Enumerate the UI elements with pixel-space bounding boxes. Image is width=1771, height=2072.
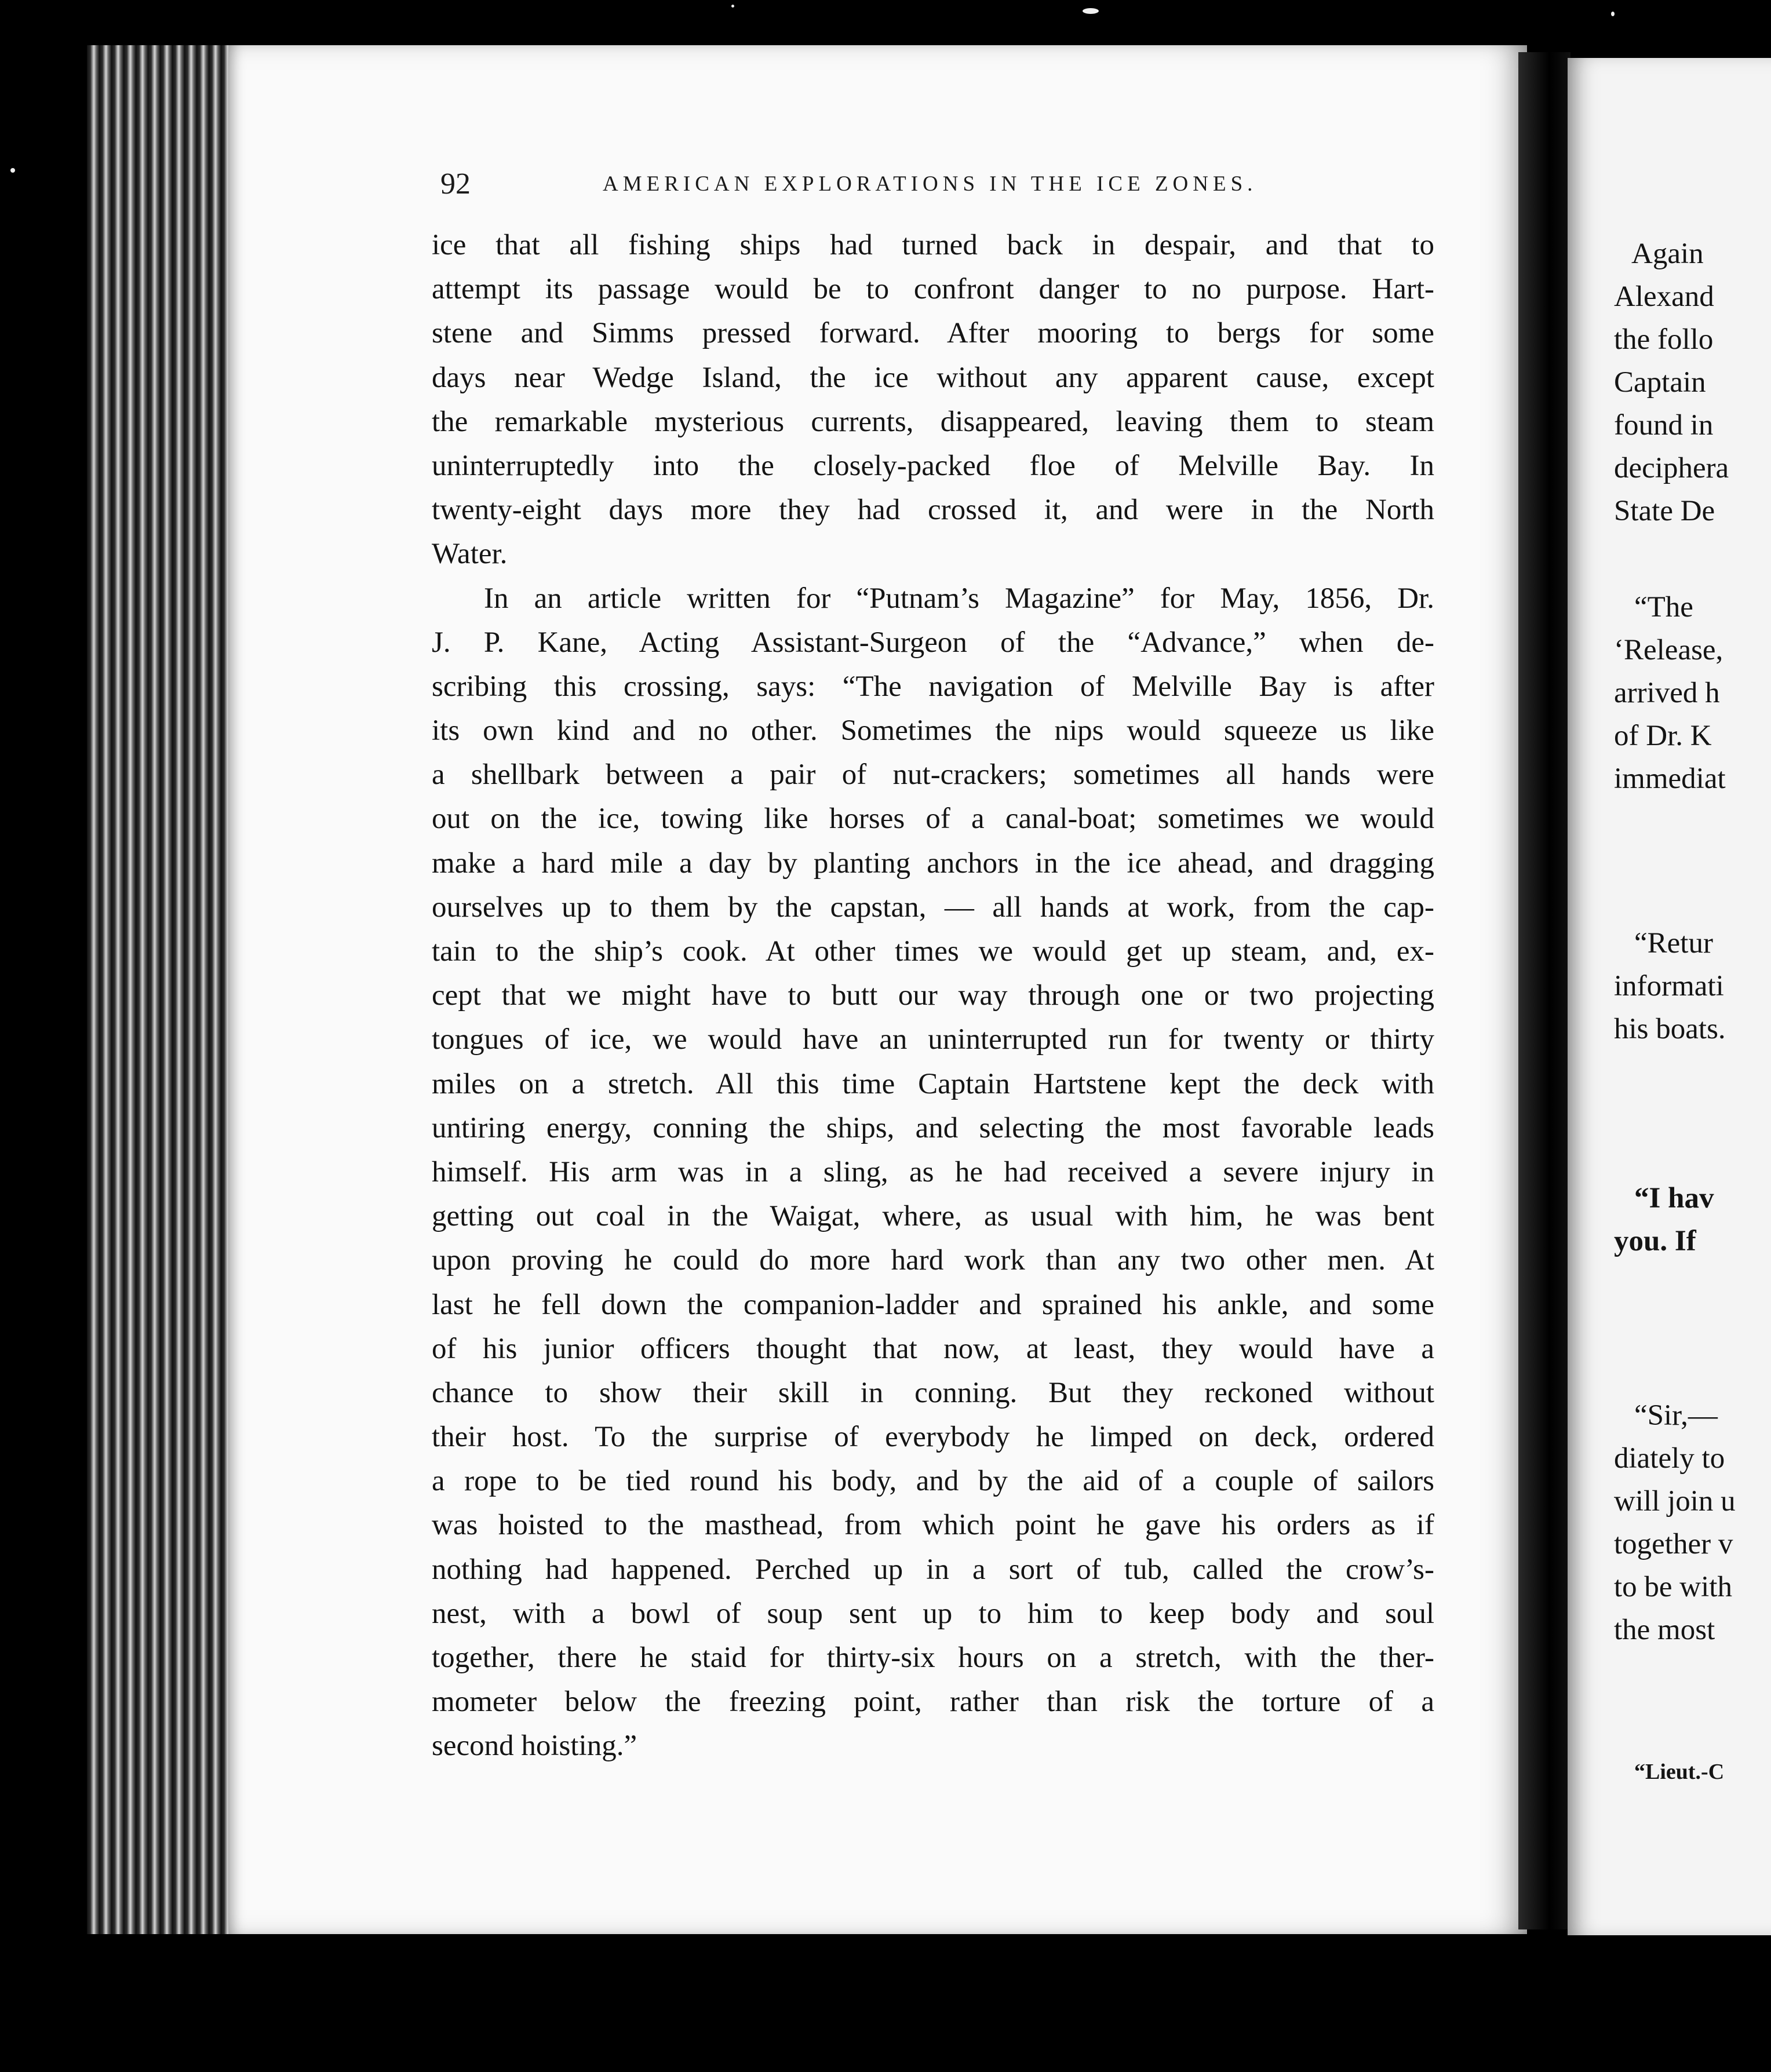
text-line: twenty-eight days more they had crossed it, and were in the North — [432, 494, 1434, 527]
text-line: was hoisted to the masthead, from which point he gave his orders as if — [432, 1509, 1434, 1542]
text-line: miles on a stretch. All this time Captain Hartstene kept the deck with — [432, 1067, 1434, 1100]
running-header — [440, 167, 1275, 207]
body-text — [432, 223, 1434, 1768]
right-page-fragment: to be with — [1614, 1571, 1732, 1603]
running-title: AMERICAN EXPLORATIONS IN THE ICE ZONES. — [603, 172, 1258, 196]
text-line: cept that we might have to butt our way through one or two projecting — [432, 979, 1434, 1012]
text-line: make a hard mile a day by planting anchors in the ice ahead, and dragging — [432, 847, 1434, 880]
book-gutter — [1518, 52, 1570, 1929]
text-line: its own kind and no other. Sometimes the nips would squeeze us like — [432, 714, 1434, 747]
right-page-fragment: found in — [1614, 409, 1714, 442]
right-page-fragment: of Dr. K — [1614, 720, 1712, 752]
text-line: out on the ice, towing like horses of a canal-boat; sometimes we would — [432, 802, 1434, 836]
text-line: mometer below the freezing point, rather than risk the torture of a — [432, 1686, 1434, 1719]
text-line: last he fell down the companion-ladder and sprained his ankle, and some — [432, 1288, 1434, 1321]
text-line: the remarkable mysterious currents, disappeared, leaving them to steam — [432, 405, 1434, 438]
text-line: J. P. Kane, Acting Assistant-Surgeon of the “Advance,” when de- — [432, 626, 1434, 659]
text-line: untiring energy, conning the ships, and selecting the most favorable leads — [432, 1111, 1434, 1144]
right-page-fragment: ‘Release, — [1614, 634, 1723, 666]
scan-speck — [1083, 8, 1099, 14]
text-line: nest, with a bowl of soup sent up to him to keep body and soul — [432, 1597, 1434, 1630]
text-line: scribing this crossing, says: “The navigation of Melville Bay is after — [432, 670, 1434, 703]
text-line: Water. — [432, 538, 508, 571]
right-page-fragment: the follo — [1614, 323, 1714, 356]
page-number: 92 — [440, 167, 471, 200]
text-line: a rope to be tied round his body, and by the aid of a couple of sailors — [432, 1465, 1434, 1498]
right-page-text — [1579, 232, 1771, 1854]
text-line: together, there he staid for thirty-six hours on a stretch, with the ther- — [432, 1641, 1434, 1674]
scan-speck — [731, 5, 734, 8]
right-page-fragment: immediat — [1614, 763, 1726, 795]
text-line: ourselves up to them by the capstan, — all hands at work, from the cap- — [432, 891, 1434, 924]
right-page-fragment: the most — [1614, 1614, 1715, 1646]
scan-speck — [10, 168, 15, 173]
right-page-fragment: State De — [1614, 495, 1715, 527]
text-line: days near Wedge Island, the ice without any apparent cause, except — [432, 361, 1434, 394]
right-page-fragment: informati — [1614, 970, 1724, 1002]
right-page-fragment: arrived h — [1614, 677, 1720, 709]
text-line: getting out coal in the Waigat, where, as usual with him, he was bent — [432, 1200, 1434, 1233]
text-line: tain to the ship’s cook. At other times we would get up steam, and, ex- — [432, 935, 1434, 968]
scan-speck — [1611, 12, 1615, 16]
right-page-fragment: deciphera — [1614, 452, 1729, 484]
right-page-fragment: “Lieut.-C — [1634, 1760, 1725, 1784]
right-page-fragment: Captain — [1614, 366, 1706, 399]
text-line: himself. His arm was in a sling, as he had received a severe injury in — [432, 1155, 1434, 1188]
text-line: stene and Simms pressed forward. After mooring to bergs for some — [432, 317, 1434, 350]
page-edges — [87, 45, 232, 1934]
text-line: tongues of ice, we would have an uninterrupted run for twenty or thirty — [432, 1023, 1434, 1056]
text-line: of his junior officers thought that now, at least, they would have a — [432, 1332, 1434, 1365]
right-page-fragment: “Retur — [1634, 927, 1713, 960]
text-line: second hoisting.” — [432, 1730, 637, 1763]
right-page-fragment: “Sir,— — [1634, 1399, 1718, 1432]
right-page-fragment: diately to — [1614, 1442, 1725, 1475]
right-page-fragment: “I hav — [1634, 1182, 1714, 1214]
paragraph-start: In an article written for “Putnam’s Magazine” for May, 1856, Dr. — [484, 582, 1434, 615]
right-page-fragment: his boats. — [1614, 1013, 1726, 1045]
text-line: their host. To the surprise of everybody he limped on deck, ordered — [432, 1421, 1434, 1454]
right-page-fragment: together v — [1614, 1528, 1733, 1560]
right-page-fragment: Again — [1631, 238, 1704, 270]
right-page-fragment: you. If — [1614, 1225, 1696, 1257]
text-line: upon proving he could do more hard work than any two other men. At — [432, 1244, 1434, 1277]
text-line: nothing had happened. Perched up in a sort of tub, called the crow’s- — [432, 1553, 1434, 1586]
right-page-fragment: will join u — [1614, 1485, 1736, 1517]
right-page-fragment: Alexand — [1614, 280, 1714, 313]
text-line: uninterruptedly into the closely-packed floe of Melville Bay. In — [432, 449, 1434, 482]
text-line: attempt its passage would be to confront danger to no purpose. Hart- — [432, 273, 1434, 306]
text-line: ice that all fishing ships had turned back in despair, and that to — [432, 229, 1434, 261]
text-line: chance to show their skill in conning. But they reckoned without — [432, 1376, 1434, 1409]
right-page-fragment: “The — [1634, 591, 1693, 623]
text-line: a shellbark between a pair of nut-crackers; sometimes all hands were — [432, 758, 1434, 791]
